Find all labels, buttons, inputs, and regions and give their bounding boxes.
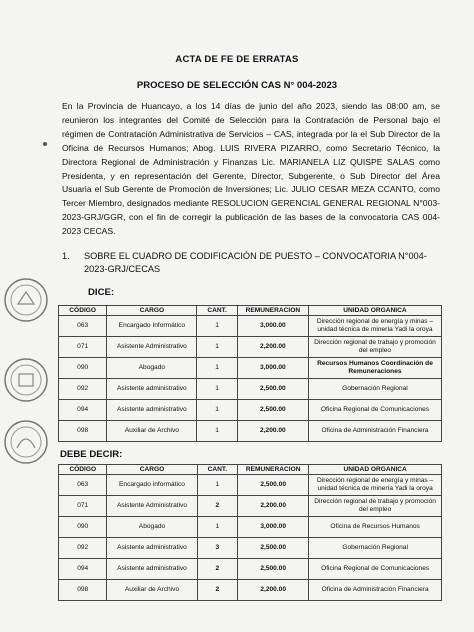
table-row: [59, 538, 442, 559]
table-row: [59, 559, 442, 580]
section-number: 1.: [62, 251, 70, 261]
header-unidad: UNIDAD ORGANICA: [309, 465, 442, 475]
label-dice: DICE:: [88, 287, 115, 298]
document-title: ACTA DE FE DE ERRATAS: [175, 54, 299, 65]
seal-icon: [2, 418, 50, 466]
document-subtitle: PROCESO DE SELECCIÓN CAS N° 004-2023: [136, 80, 338, 91]
cell-cant: 3: [197, 538, 237, 559]
cell-remuneracion: 2,500.00: [238, 475, 309, 496]
header-cant: CANT.: [197, 465, 237, 475]
cell-cant: 2: [197, 580, 237, 601]
cell-cargo: Encargado Informático: [107, 316, 197, 337]
table-row: [59, 475, 442, 496]
cell-cargo: Auxiliar de Archivo: [107, 421, 197, 442]
cell-cant: 2: [197, 496, 237, 517]
cell-unidad: Oficina Regional de Comunicaciones: [308, 400, 441, 421]
cell-cargo: Asistente administrativo: [107, 379, 197, 400]
cell-cant: 1: [197, 400, 237, 421]
cell-cargo: Asistente Administrativo: [107, 496, 197, 517]
cell-remuneracion: 2,200.00: [238, 496, 309, 517]
table-header-row: [59, 465, 442, 475]
cell-unidad: Oficina de Administración Financiera: [308, 421, 441, 442]
table-row: [59, 580, 442, 601]
cell-remuneracion: 2,200.00: [237, 421, 308, 442]
cell-unidad: Dirección regional de energía y minas – unidad técnica de minería Yadi la oroya: [309, 475, 442, 496]
cell-cargo: Asistente administrativo: [107, 559, 197, 580]
cell-remuneracion: 3,000.00: [237, 358, 308, 379]
header-remuneracion: REMUNERACION: [238, 465, 309, 475]
cell-cant: 1: [197, 358, 237, 379]
label-debe-decir: DEBE DECIR:: [60, 449, 123, 460]
cell-cant: 2: [197, 559, 237, 580]
table-header-row: [59, 306, 442, 316]
cell-codigo: 090: [59, 517, 107, 538]
cell-codigo: 090: [59, 358, 107, 379]
table-row: [59, 517, 442, 538]
cell-cant: 1: [197, 421, 237, 442]
cell-remuneracion: 2,200.00: [237, 337, 308, 358]
table-row: [59, 316, 442, 337]
header-codigo: CÓDIGO: [59, 465, 107, 475]
table-debe-decir: [58, 464, 442, 601]
cell-unidad: Recursos Humanos Coordinación de Remuneraciones: [308, 358, 441, 379]
cell-cant: 1: [197, 475, 237, 496]
table-row: [59, 358, 442, 379]
section-heading: SOBRE EL CUADRO DE CODIFICACIÓN DE PUESTO – CONVOCATORIA N°004-2023-GRJ/CECAS: [84, 251, 427, 274]
cell-remuneracion: 3,000.00: [238, 517, 309, 538]
cell-cargo: Encargado informático: [107, 475, 197, 496]
cell-cargo: Asistente administrativo: [107, 400, 197, 421]
cell-cant: 1: [197, 337, 237, 358]
cell-codigo: 063: [59, 316, 107, 337]
cell-unidad: Gobernación Regional: [308, 379, 441, 400]
cell-remuneracion: 2,500.00: [237, 379, 308, 400]
section-1: [62, 250, 442, 276]
seal-icon: [2, 276, 50, 324]
cell-unidad: Oficina de Administración Financiera: [309, 580, 442, 601]
table-row: [59, 400, 442, 421]
table-row: [59, 337, 442, 358]
cell-cargo: Abogado: [107, 517, 197, 538]
cell-codigo: 092: [59, 379, 107, 400]
cell-unidad: Dirección regional de trabajo y promoción del empleo: [308, 337, 441, 358]
cell-codigo: 094: [59, 400, 107, 421]
cell-codigo: 063: [59, 475, 107, 496]
cell-remuneracion: 2,500.00: [237, 400, 308, 421]
scan-mark: [43, 142, 47, 146]
cell-cant: 1: [197, 379, 237, 400]
cell-cargo: Asistente administrativo: [107, 538, 197, 559]
cell-unidad: Gobernación Regional: [309, 538, 442, 559]
intro-text: En la Provincia de Huancayo, a los 14 días de junio del año 2023, siendo las 08:00 am, se reunieron los integrantes del Comité de Selección para la Contratación de Personal bajo el régimen de Contratación Administrativa de Servicios – CAS, integrada por la el Sub Director de la Oficina de Recursos Humanos; Abog. LUIS RIVERA PIZARRO, como Secretario Técnico, la Directora Regional de Administración y Finanzas Lic. MARIANELA LIZ QUISPE SALAS como Presidenta, y en representación del Gerente, Director, Subgerente, o Sub Director del Área Usuaria el Sub Gerente de Promoción de Inversiones; Lic. JULIO CESAR MEZA CCANTO, como Tercer Miembro, designados mediante RESOLUCION GERENCIAL GENERAL REGIONAL N°003-2023-GRJ/GGR, con el fin de corregir la publicación de las bases de la convocatoria CAS 004-2023 CECAS.: [62, 101, 440, 237]
header-unidad: UNIDAD ORGANICA: [308, 306, 441, 316]
cell-codigo: 098: [59, 580, 107, 601]
header-cargo: CARGO: [107, 306, 197, 316]
cell-cargo: Abogado: [107, 358, 197, 379]
cell-cargo: Auxiliar de Archivo: [107, 580, 197, 601]
header-remuneracion: REMUNERACION: [237, 306, 308, 316]
cell-unidad: Oficina Regional de Comunicaciones: [309, 559, 442, 580]
cell-unidad: Oficina de Recursos Humanos: [309, 517, 442, 538]
cell-unidad: Dirección regional de trabajo y promoción del empleo: [309, 496, 442, 517]
table-row: [59, 496, 442, 517]
seal-icon: [2, 356, 50, 404]
cell-cant: 1: [197, 517, 237, 538]
header-cant: CANT.: [197, 306, 237, 316]
header-codigo: CÓDIGO: [59, 306, 107, 316]
cell-remuneracion: 3,000.00: [237, 316, 308, 337]
cell-cargo: Asistente Administrativo: [107, 337, 197, 358]
cell-codigo: 071: [59, 496, 107, 517]
cell-remuneracion: 2,500.00: [238, 559, 309, 580]
cell-remuneracion: 2,500.00: [238, 538, 309, 559]
table-dice: [58, 305, 442, 442]
cell-remuneracion: 2,200.00: [238, 580, 309, 601]
cell-codigo: 071: [59, 337, 107, 358]
cell-codigo: 092: [59, 538, 107, 559]
cell-codigo: 094: [59, 559, 107, 580]
table-row: [59, 379, 442, 400]
cell-codigo: 098: [59, 421, 107, 442]
cell-cant: 1: [197, 316, 237, 337]
cell-unidad: Dirección regional de energía y minas – unidad técnica de minería Yadi la oroya: [308, 316, 441, 337]
intro-paragraph: [62, 100, 440, 239]
table-row: [59, 421, 442, 442]
header-cargo: CARGO: [107, 465, 197, 475]
